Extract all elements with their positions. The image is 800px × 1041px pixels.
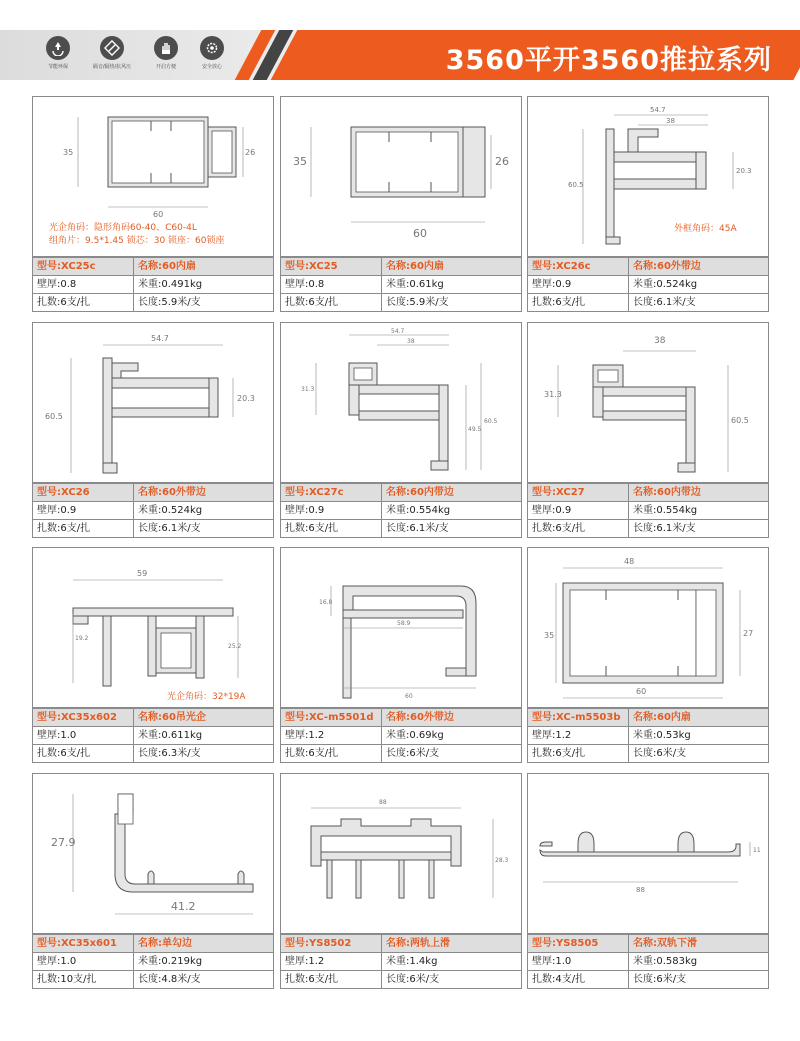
dim-width: 54.7 xyxy=(151,334,169,343)
length-cell: 长度:6.1米/支 xyxy=(629,294,769,312)
dim-height: 27.9 xyxy=(51,836,76,849)
model-value: XC-m5503b xyxy=(556,711,621,723)
bundle-cell: 扎数:10支/扎 xyxy=(33,971,134,989)
weight-cell: 米重:0.491kg xyxy=(134,276,274,294)
profile-shape xyxy=(349,363,448,470)
profile-shape xyxy=(115,794,253,892)
thickness-cell: 壁厚:0.9 xyxy=(528,276,629,294)
feature-insulation xyxy=(82,36,142,70)
weight-cell: 米重:0.524kg xyxy=(134,502,274,520)
model-value: YS8505 xyxy=(556,937,599,949)
product-note: 外框角码：45A xyxy=(674,224,737,234)
hand-icon xyxy=(154,36,178,60)
spec-table xyxy=(280,257,522,312)
dim-height: 60.5 xyxy=(568,181,584,189)
name-value: 60外带边 xyxy=(162,486,206,498)
bundle-cell: 扎数:6支/扎 xyxy=(33,745,134,763)
bundle-cell: 扎数:6支/扎 xyxy=(281,294,382,312)
product-note: 光企角码：隐形角码60-40、C60-4L xyxy=(49,223,197,233)
dim-width: 54.7 xyxy=(650,106,666,114)
name-cell: 名称:60内扇 xyxy=(629,709,769,727)
model-value: XC35x602 xyxy=(61,711,117,723)
name-cell: 名称:60内带边 xyxy=(629,484,769,502)
bundle-cell: 扎数:6支/扎 xyxy=(528,294,629,312)
model-value: XC35x601 xyxy=(61,937,117,949)
profile-drawing xyxy=(32,322,274,483)
profile-drawing xyxy=(280,773,522,934)
weight-cell: 米重:0.53kg xyxy=(629,727,769,745)
dim-width: 88 xyxy=(379,799,387,806)
length-cell: 长度:5.9米/支 xyxy=(382,294,522,312)
model-value: XC27c xyxy=(309,486,344,498)
profile-shape xyxy=(311,819,461,898)
name-cell: 名称:60外带边 xyxy=(382,709,522,727)
dim-top-width: 48 xyxy=(624,557,635,566)
thickness-cell: 壁厚:1.0 xyxy=(33,953,134,971)
model-cell: 型号:XC25 xyxy=(281,258,382,276)
profile-drawing xyxy=(32,96,274,257)
name-cell: 名称:60吊光企 xyxy=(134,709,274,727)
dim-height-top: 31.3 xyxy=(544,390,562,399)
length-cell: 长度:6米/支 xyxy=(382,971,522,989)
feature-label: 开启方便 xyxy=(155,64,176,70)
spec-table xyxy=(280,708,522,763)
dim-inner-height: 27 xyxy=(743,629,754,638)
spec-table xyxy=(527,257,769,312)
model-cell: 型号:XC-m5501d xyxy=(281,709,382,727)
dim-width: 60 xyxy=(413,227,427,240)
name-value: 双轨下滑 xyxy=(657,937,697,949)
dim-height: 16.8 xyxy=(319,599,333,606)
thickness-cell: 壁厚:1.0 xyxy=(33,727,134,745)
dim-inner-width: 38 xyxy=(407,338,415,345)
weight-cell: 米重:0.69kg xyxy=(382,727,522,745)
profile-drawing xyxy=(280,322,522,483)
name-value: 60内扇 xyxy=(657,711,691,723)
thickness-cell: 壁厚:1.0 xyxy=(528,953,629,971)
dim-width: 54.7 xyxy=(391,328,405,335)
spec-table xyxy=(527,934,769,989)
length-cell: 长度:5.9米/支 xyxy=(134,294,274,312)
profile-drawing xyxy=(280,547,522,708)
dim-height: 60.5 xyxy=(45,412,63,421)
profile-shape xyxy=(593,365,695,472)
product-note: 组角片：9.5*1.45 锁芯：30 锁座：60锁座 xyxy=(49,236,225,246)
dim-width: 41.2 xyxy=(171,900,196,913)
dim-flange: 20.3 xyxy=(237,394,255,403)
length-cell: 长度:6米/支 xyxy=(629,971,769,989)
profile-drawing xyxy=(527,773,769,934)
name-value: 单勾边 xyxy=(162,937,192,949)
spec-table xyxy=(32,257,274,312)
dim-left: 19.2 xyxy=(75,635,89,642)
weight-cell: 米重:0.554kg xyxy=(382,502,522,520)
profile-shape xyxy=(343,586,476,698)
name-value: 60内带边 xyxy=(410,486,454,498)
profile-shape xyxy=(73,608,233,686)
weight-cell: 米重:1.4kg xyxy=(382,953,522,971)
model-cell: 型号:XC-m5503b xyxy=(528,709,629,727)
length-cell: 长度:6米/支 xyxy=(629,745,769,763)
dim-width: 59 xyxy=(137,569,148,578)
model-cell: 型号:YS8505 xyxy=(528,935,629,953)
profile-shape xyxy=(351,127,485,197)
length-cell: 长度:6.1米/支 xyxy=(134,520,274,538)
model-value: XC27 xyxy=(556,486,585,498)
dim-width: 88 xyxy=(636,886,645,894)
length-cell: 长度:6.3米/支 xyxy=(134,745,274,763)
feature-label: 节能环保 xyxy=(47,64,68,70)
dim-inner-height: 26 xyxy=(245,148,256,157)
recycle-icon xyxy=(46,36,70,60)
dim-inner-width: 38 xyxy=(654,336,666,346)
name-cell: 名称:60内带边 xyxy=(382,484,522,502)
thickness-cell: 壁厚:0.9 xyxy=(33,502,134,520)
weight-cell: 米重:0.61kg xyxy=(382,276,522,294)
length-cell: 长度:6米/支 xyxy=(382,745,522,763)
model-cell: 型号:XC35x602 xyxy=(33,709,134,727)
bundle-cell: 扎数:6支/扎 xyxy=(528,745,629,763)
dim-inner-width: 38 xyxy=(666,117,675,125)
product-note: 光企角码：32*19A xyxy=(167,692,246,702)
feature-safety xyxy=(182,36,242,70)
dim-inner-width: 58.9 xyxy=(397,620,411,627)
spec-table xyxy=(527,708,769,763)
dim-height: 60.5 xyxy=(731,416,749,425)
model-cell: 型号:YS8502 xyxy=(281,935,382,953)
spec-table xyxy=(32,934,274,989)
model-value: XC26c xyxy=(556,260,591,272)
spec-table xyxy=(32,708,274,763)
profile-drawing xyxy=(32,547,274,708)
name-value: 60吊光企 xyxy=(162,711,206,723)
name-cell: 名称:单勾边 xyxy=(134,935,274,953)
profile-shape xyxy=(108,117,236,187)
name-value: 60外带边 xyxy=(410,711,454,723)
name-cell: 名称:两轨上滑 xyxy=(382,935,522,953)
model-value: XC25c xyxy=(61,260,96,272)
gear-icon xyxy=(200,36,224,60)
name-cell: 名称:60内扇 xyxy=(382,258,522,276)
page-header xyxy=(0,0,800,88)
model-cell: 型号:XC26 xyxy=(33,484,134,502)
name-value: 60内扇 xyxy=(162,260,196,272)
model-cell: 型号:XC27 xyxy=(528,484,629,502)
bundle-cell: 扎数:4支/扎 xyxy=(528,971,629,989)
bundle-cell: 扎数:6支/扎 xyxy=(33,520,134,538)
length-cell: 长度:4.8米/支 xyxy=(134,971,274,989)
bundle-cell: 扎数:6支/扎 xyxy=(33,294,134,312)
dim-height: 35 xyxy=(293,155,307,168)
model-cell: 型号:XC26c xyxy=(528,258,629,276)
thickness-cell: 壁厚:1.2 xyxy=(528,727,629,745)
thickness-cell: 壁厚:1.2 xyxy=(281,727,382,745)
feature-energy-saving xyxy=(28,36,88,70)
feature-label: 安全放心 xyxy=(201,64,222,70)
length-cell: 长度:6.1米/支 xyxy=(629,520,769,538)
profile-shape xyxy=(563,583,723,683)
dim-inner-height: 26 xyxy=(495,155,509,168)
dim-width: 60 xyxy=(405,693,413,700)
model-value: XC-m5501d xyxy=(309,711,374,723)
profile-shape xyxy=(103,358,218,473)
name-value: 两轨上滑 xyxy=(410,937,450,949)
thickness-cell: 壁厚:0.8 xyxy=(33,276,134,294)
profile-shape xyxy=(540,832,740,856)
dim-height: 28.3 xyxy=(495,857,509,864)
weight-cell: 米重:0.219kg xyxy=(134,953,274,971)
name-value: 60内带边 xyxy=(657,486,701,498)
bundle-cell: 扎数:6支/扎 xyxy=(281,971,382,989)
bundle-cell: 扎数:6支/扎 xyxy=(528,520,629,538)
insulation-icon xyxy=(100,36,124,60)
name-value: 60外带边 xyxy=(657,260,701,272)
feature-label: 隔音/隔热/抗风压 xyxy=(92,64,132,70)
model-value: YS8502 xyxy=(309,937,352,949)
spec-table xyxy=(527,483,769,538)
name-cell: 名称:60外带边 xyxy=(134,484,274,502)
page-title: 3560平开3560推拉系列 xyxy=(445,45,772,76)
model-cell: 型号:XC35x601 xyxy=(33,935,134,953)
weight-cell: 米重:0.583kg xyxy=(629,953,769,971)
dim-flange: 20.3 xyxy=(736,167,752,175)
dim-height-inner: 49.5 xyxy=(468,426,482,433)
model-value: XC25 xyxy=(309,260,338,272)
name-cell: 名称:双轨下滑 xyxy=(629,935,769,953)
dim-width: 60 xyxy=(153,210,164,219)
dim-width: 60 xyxy=(636,687,647,696)
dim-height: 11 xyxy=(753,847,761,854)
dim-right: 25.2 xyxy=(228,643,242,650)
profile-drawing xyxy=(527,96,769,257)
weight-cell: 米重:0.524kg xyxy=(629,276,769,294)
name-cell: 名称:60外带边 xyxy=(629,258,769,276)
thickness-cell: 壁厚:0.8 xyxy=(281,276,382,294)
profile-drawing xyxy=(527,322,769,483)
model-cell: 型号:XC27c xyxy=(281,484,382,502)
thickness-cell: 壁厚:0.9 xyxy=(281,502,382,520)
dim-height: 35 xyxy=(544,631,555,640)
dim-height-top: 31.3 xyxy=(301,386,315,393)
dim-height: 35 xyxy=(63,148,74,157)
spec-table xyxy=(32,483,274,538)
model-value: XC26 xyxy=(61,486,90,498)
dim-height: 60.5 xyxy=(484,418,498,425)
thickness-cell: 壁厚:0.9 xyxy=(528,502,629,520)
spec-table xyxy=(280,934,522,989)
bundle-cell: 扎数:6支/扎 xyxy=(281,745,382,763)
weight-cell: 米重:0.611kg xyxy=(134,727,274,745)
profile-drawing xyxy=(280,96,522,257)
name-cell: 名称:60内扇 xyxy=(134,258,274,276)
profile-drawing xyxy=(32,773,274,934)
profile-drawing xyxy=(527,547,769,708)
name-value: 60内扇 xyxy=(410,260,444,272)
thickness-cell: 壁厚:1.2 xyxy=(281,953,382,971)
model-cell: 型号:XC25c xyxy=(33,258,134,276)
weight-cell: 米重:0.554kg xyxy=(629,502,769,520)
length-cell: 长度:6.1米/支 xyxy=(382,520,522,538)
bundle-cell: 扎数:6支/扎 xyxy=(281,520,382,538)
spec-table xyxy=(280,483,522,538)
